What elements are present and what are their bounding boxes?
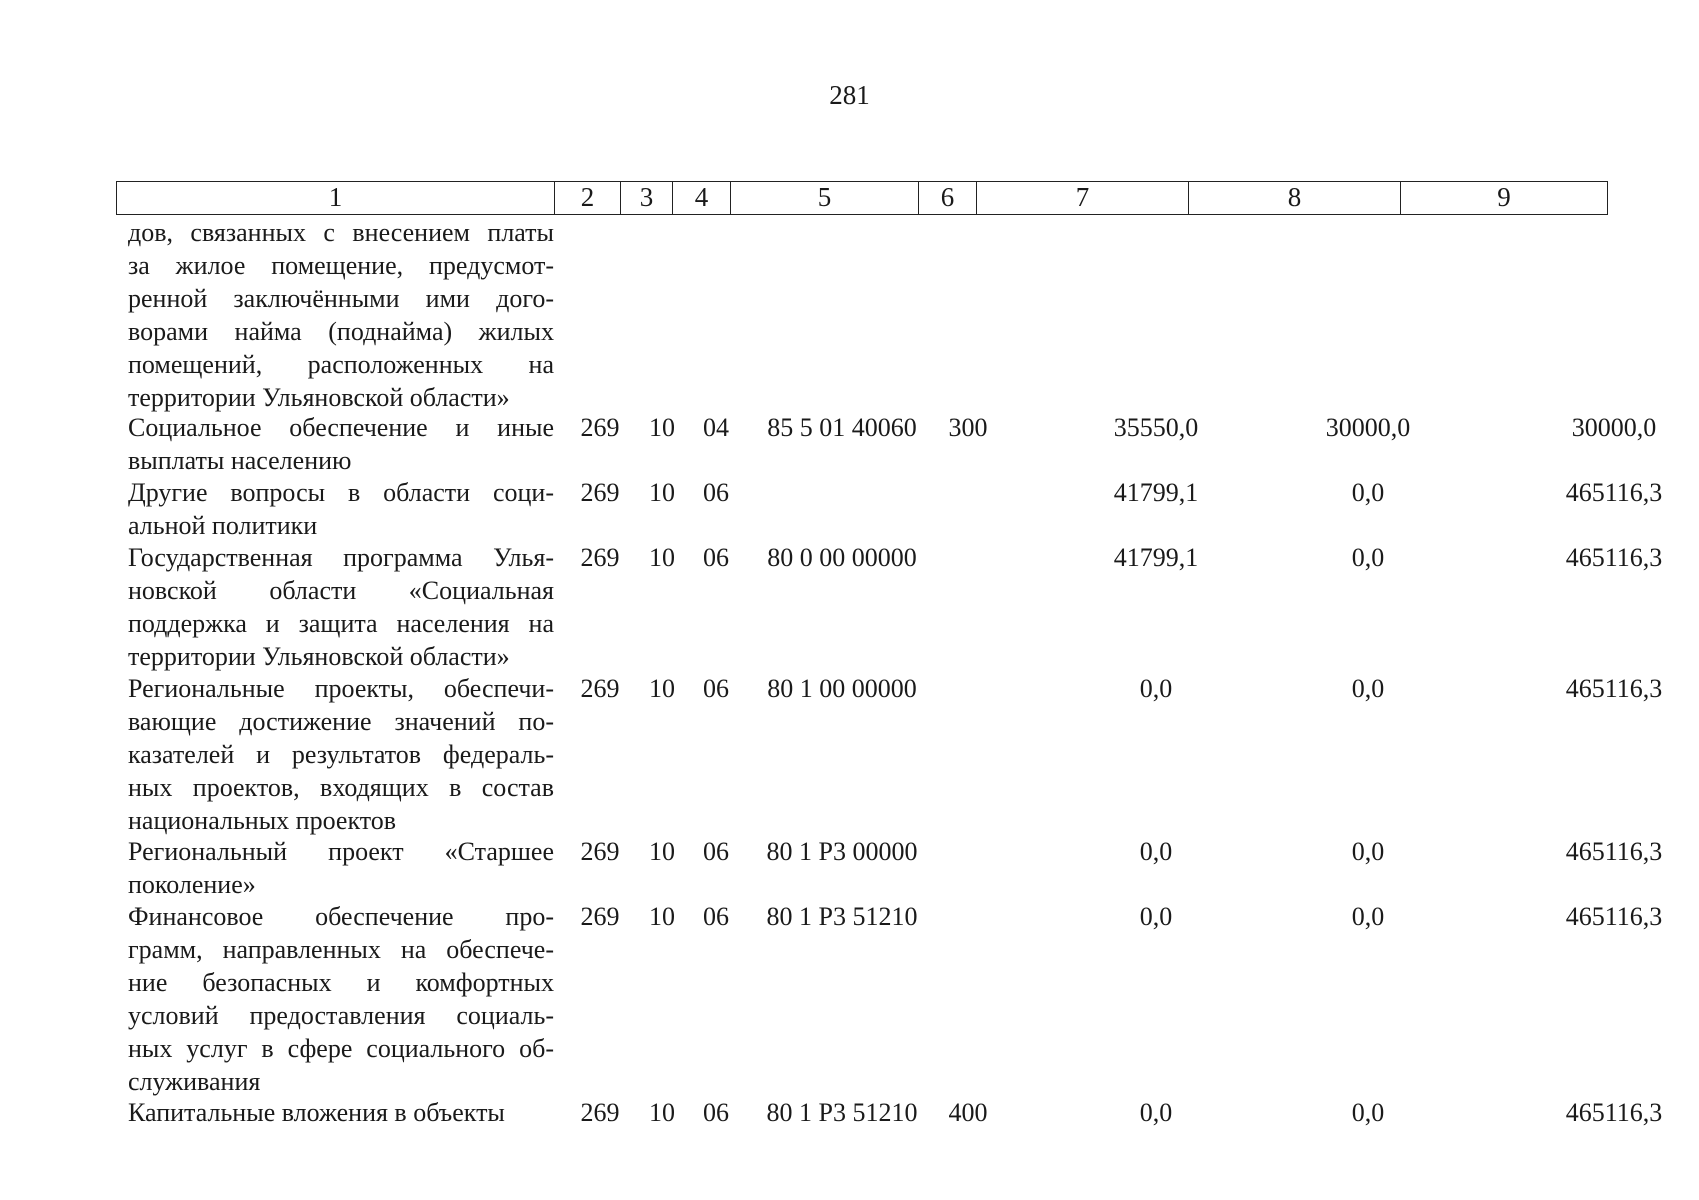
header-col-4: 4 — [673, 182, 731, 214]
table-header — [116, 181, 1608, 215]
cell-col-6: 300 — [948, 413, 988, 442]
header-col-3: 3 — [621, 182, 673, 214]
cell-col-2: 269 — [580, 1098, 620, 1127]
cell-col-4: 06 — [703, 478, 729, 507]
cell-col-4: 06 — [703, 1098, 729, 1127]
cell-col-7: 35550,0 — [1113, 413, 1199, 442]
description-line: казателей и результатов федераль- — [128, 740, 554, 769]
cell-col-4: 06 — [703, 674, 729, 703]
cell-col-8: 0,0 — [1351, 1098, 1385, 1127]
cell-col-4: 06 — [703, 837, 729, 866]
cell-col-8: 0,0 — [1351, 478, 1385, 507]
cell-col-3: 10 — [649, 1098, 675, 1127]
description-line: помещений, расположенных на — [128, 350, 554, 379]
description-line: ние безопасных и комфортных — [128, 968, 554, 997]
description-line: служивания — [128, 1067, 261, 1096]
cell-col-5: 80 0 00 00000 — [767, 543, 917, 572]
cell-col-5: 80 1 00 00000 — [767, 674, 917, 703]
description-line: ренной заключёнными ими дого- — [128, 284, 554, 313]
description-line: ных проектов, входящих в состав — [128, 773, 554, 802]
cell-col-3: 10 — [649, 674, 675, 703]
cell-col-4: 06 — [703, 543, 729, 572]
description-line: ворами найма (поднайма) жилых — [128, 317, 554, 346]
cell-col-7: 41799,1 — [1113, 543, 1199, 572]
description-line: альной политики — [128, 511, 318, 540]
description-line: Региональный проект «Старшее — [128, 837, 554, 866]
row-description — [128, 216, 554, 414]
cell-col-8: 0,0 — [1351, 543, 1385, 572]
row-description — [128, 900, 554, 1098]
cell-col-9: 465116,3 — [1565, 674, 1663, 703]
cell-col-3: 10 — [649, 413, 675, 442]
cell-col-9: 465116,3 — [1565, 478, 1663, 507]
row-description — [128, 1096, 554, 1129]
description-line: поддержка и защита населения на — [128, 609, 554, 638]
page-number: 281 — [829, 80, 870, 110]
description-line: вающие достижение значений по- — [128, 707, 554, 736]
cell-col-4: 06 — [703, 902, 729, 931]
cell-col-9: 30000,0 — [1571, 413, 1657, 442]
cell-col-2: 269 — [580, 478, 620, 507]
cell-col-9: 465116,3 — [1565, 1098, 1663, 1127]
row-description — [128, 672, 554, 837]
description-line: Капитальные вложения в объекты — [128, 1098, 505, 1127]
description-line: грамм, направленных на обеспече- — [128, 935, 554, 964]
cell-col-3: 10 — [649, 478, 675, 507]
description-line: территории Ульяновской области» — [128, 642, 510, 671]
cell-col-3: 10 — [649, 837, 675, 866]
cell-col-3: 10 — [649, 543, 675, 572]
description-line: Другие вопросы в области соци- — [128, 478, 554, 507]
cell-col-8: 30000,0 — [1325, 413, 1411, 442]
header-col-2: 2 — [555, 182, 621, 214]
description-line: поколение» — [128, 870, 256, 899]
header-col-6: 6 — [919, 182, 977, 214]
cell-col-2: 269 — [580, 413, 620, 442]
row-description — [128, 476, 554, 542]
description-line: за жилое помещение, предусмот- — [128, 251, 554, 280]
cell-col-9: 465116,3 — [1565, 902, 1663, 931]
cell-col-8: 0,0 — [1351, 902, 1385, 931]
cell-col-5: 85 5 01 40060 — [767, 413, 917, 442]
cell-col-5: 80 1 Р3 00000 — [766, 837, 918, 866]
cell-col-4: 04 — [703, 413, 729, 442]
cell-col-7: 0,0 — [1139, 674, 1173, 703]
cell-col-2: 269 — [580, 902, 620, 931]
description-line: территории Ульяновской области» — [128, 383, 510, 412]
header-col-5: 5 — [731, 182, 919, 214]
cell-col-8: 0,0 — [1351, 674, 1385, 703]
header-col-1: 1 — [117, 182, 555, 214]
cell-col-3: 10 — [649, 902, 675, 931]
header-col-9: 9 — [1497, 182, 1511, 212]
cell-col-2: 269 — [580, 543, 620, 572]
cell-col-9: 465116,3 — [1565, 543, 1663, 572]
cell-col-6: 400 — [948, 1098, 988, 1127]
cell-col-9: 465116,3 — [1565, 837, 1663, 866]
cell-col-8: 0,0 — [1351, 837, 1385, 866]
description-line: Финансовое обеспечение про- — [128, 902, 554, 931]
description-line: Социальное обеспечение и иные — [128, 413, 554, 442]
cell-col-5: 80 1 Р3 51210 — [766, 902, 918, 931]
cell-col-5: 80 1 Р3 51210 — [766, 1098, 918, 1127]
cell-col-2: 269 — [580, 674, 620, 703]
header-col-8: 8 — [1189, 182, 1401, 214]
cell-col-7: 0,0 — [1139, 902, 1173, 931]
cell-col-7: 41799,1 — [1113, 478, 1199, 507]
header-col-7: 7 — [977, 182, 1189, 214]
row-description — [128, 541, 554, 673]
description-line: Государственная программа Улья- — [128, 543, 554, 572]
cell-col-2: 269 — [580, 837, 620, 866]
description-line: Региональные проекты, обеспечи- — [128, 674, 554, 703]
row-description — [128, 411, 554, 477]
description-line: национальных проектов — [128, 806, 397, 835]
description-line: ных услуг в сфере социального об- — [128, 1034, 554, 1063]
row-description — [128, 835, 554, 901]
cell-col-7: 0,0 — [1139, 837, 1173, 866]
description-line: выплаты населению — [128, 446, 352, 475]
description-line: дов, связанных с внесением платы — [128, 218, 554, 247]
description-line: новской области «Социальная — [128, 576, 554, 605]
description-line: условий предоставления социаль- — [128, 1001, 554, 1030]
cell-col-7: 0,0 — [1139, 1098, 1173, 1127]
